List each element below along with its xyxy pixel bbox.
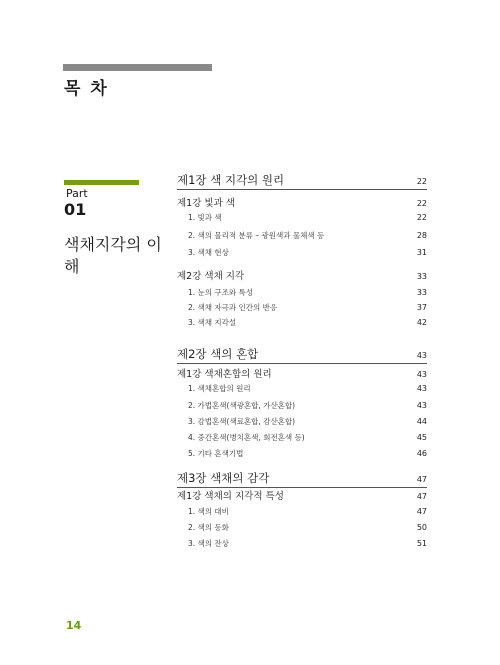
toc-entry-title: 제2장 색의 혼합 — [177, 347, 259, 361]
toc-chapter — [177, 346, 427, 362]
toc-entry-title: 2. 가법혼색(색광혼합, 가산혼합) — [188, 401, 296, 410]
toc-item — [177, 383, 427, 394]
page-title: 목 차 — [64, 79, 109, 99]
toc-item — [177, 448, 427, 459]
toc-entry-title: 3. 색의 잔상 — [188, 539, 229, 548]
toc-item — [177, 247, 427, 258]
toc-entry-title: 4. 중간혼색(병치혼색, 회전혼색 등) — [188, 433, 305, 442]
toc-entry-title: 제2강 색채 지각 — [177, 271, 245, 282]
toc-entry-title: 3. 색채 현상 — [188, 248, 229, 257]
part-label: Part — [66, 187, 88, 200]
toc-entry-page: 33 — [416, 288, 427, 297]
toc-entry-title: 1. 색채혼합의 원리 — [188, 384, 251, 393]
toc-entry-page: 33 — [416, 272, 427, 281]
toc-entry-page: 43 — [416, 384, 427, 393]
toc-lesson — [177, 268, 427, 282]
title-bar — [63, 64, 212, 71]
page-number: 14 — [66, 619, 82, 632]
toc-item — [177, 432, 427, 443]
toc-entry-page: 47 — [416, 492, 427, 501]
chapter-divider — [177, 189, 427, 190]
toc-entry-page: 46 — [416, 449, 427, 458]
toc-entry-page: 47 — [416, 475, 427, 484]
toc-entry-title: 3. 색채 지각설 — [188, 318, 237, 327]
toc-entry-page: 43 — [416, 401, 427, 410]
part-accent-bar — [64, 180, 139, 185]
toc-item — [177, 317, 427, 328]
toc-entry-title: 2. 색의 물리적 분류 – 광원색과 물체색 등 — [188, 231, 325, 240]
toc-entry-page: 51 — [416, 539, 427, 548]
toc-entry-page: 47 — [416, 507, 427, 516]
toc-entry-page: 44 — [416, 417, 427, 426]
toc-entry-page: 37 — [416, 303, 427, 312]
toc-lesson — [177, 195, 427, 209]
toc-item — [177, 416, 427, 427]
toc-entry-title: 1. 색의 대비 — [188, 507, 229, 516]
toc-entry-title: 1. 눈의 구조와 특성 — [188, 288, 254, 297]
toc-lesson — [177, 488, 427, 502]
toc-entry-title: 제3장 색채의 감각 — [177, 471, 270, 485]
toc-item — [177, 506, 427, 517]
toc-item — [177, 538, 427, 549]
toc-item — [177, 302, 427, 313]
toc-chapter — [177, 172, 427, 188]
toc-item — [177, 400, 427, 411]
chapter-divider — [177, 363, 427, 364]
toc-entry-title: 제1강 색채의 지각적 특성 — [177, 491, 284, 502]
toc-item — [177, 522, 427, 533]
toc-entry-page: 43 — [416, 370, 427, 379]
toc-item — [177, 230, 427, 241]
toc-entry-page: 45 — [416, 433, 427, 442]
toc-entry-page: 50 — [416, 523, 427, 532]
toc-entry-title: 제1강 빛과 색 — [177, 198, 235, 209]
part-title: 색채지각의 이해 — [64, 235, 162, 276]
toc-entry-title: 3. 감법혼색(색료혼합, 감산혼합) — [188, 417, 296, 426]
toc-entry-page: 22 — [416, 177, 427, 186]
part-number: 01 — [64, 200, 87, 219]
toc-entry-page: 28 — [416, 231, 427, 240]
toc-entry-page: 43 — [416, 351, 427, 360]
toc-entry-page: 22 — [416, 199, 427, 208]
toc-entry-page: 42 — [416, 318, 427, 327]
toc-chapter — [177, 470, 427, 486]
toc-entry-title: 2. 색의 동화 — [188, 523, 229, 532]
toc-item — [177, 287, 427, 298]
toc-item — [177, 212, 427, 223]
toc-entry-title: 제1강 색채혼합의 원리 — [177, 369, 272, 380]
toc-entry-title: 제1장 색 지각의 원리 — [177, 173, 285, 187]
toc-entry-page: 31 — [416, 248, 427, 257]
toc-entry-page: 22 — [416, 213, 427, 222]
toc-lesson — [177, 366, 427, 380]
toc-entry-title: 1. 빛과 색 — [188, 213, 222, 222]
toc-entry-title: 5. 기타 혼색기법 — [188, 449, 244, 458]
toc-entry-title: 2. 색채 자극과 인간의 반응 — [188, 303, 278, 312]
